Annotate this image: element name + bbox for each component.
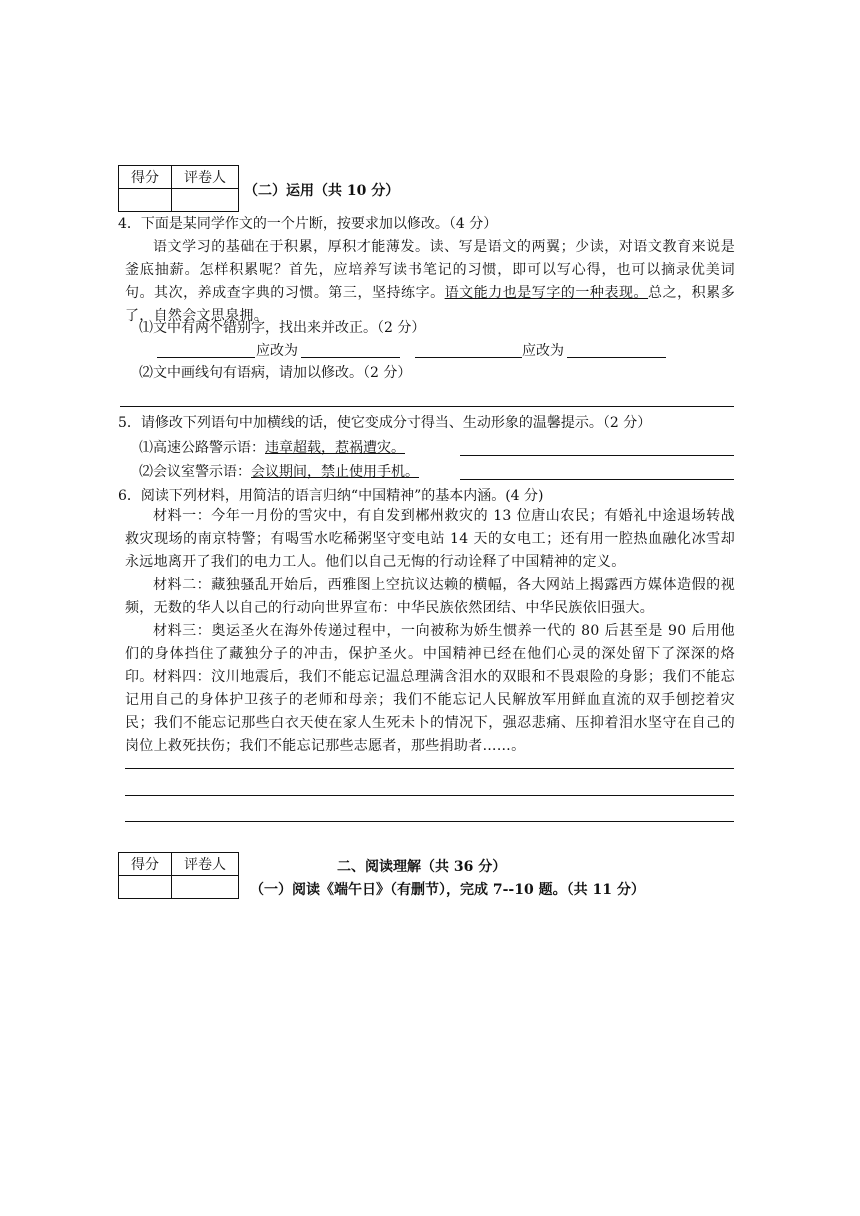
score-box — [118, 165, 239, 212]
answer-blank[interactable] — [157, 357, 255, 358]
score-label: 得分 — [119, 853, 172, 876]
item-prefix: ⑴高速公路警示语： — [139, 440, 265, 456]
grader-cell[interactable] — [172, 876, 239, 899]
question-4-passage — [125, 236, 735, 328]
answer-blank[interactable] — [415, 357, 522, 358]
question-4-sub2: ⑵文中画线句有语病，请加以修改。（2 分） — [139, 365, 412, 381]
answer-line[interactable] — [125, 768, 734, 769]
item-prefix: ⑵会议室警示语： — [139, 464, 251, 480]
material-3: 材料三：奥运圣火在海外传递过程中，一向被称为娇生惯养一代的 80 后甚至是 90 后用他们的身体挡住了藏独分子的冲击，保护圣火。中国精神已经在他们心灵的深处留下了深深的烙印。 — [125, 623, 735, 685]
underlined-phrase: 会议期间，禁止使用手机。 — [251, 464, 419, 480]
score-cell[interactable] — [119, 189, 172, 212]
question-5-item-1 — [139, 440, 405, 456]
question-4-stem: 4．下面是某同学作文的一个片断，按要求加以修改。（4 分） — [118, 216, 498, 232]
answer-line[interactable] — [460, 455, 734, 456]
should-change-label: 应改为 — [522, 343, 564, 359]
score-cell[interactable] — [119, 876, 172, 899]
section-title: （二）运用（共 10 分） — [244, 183, 400, 199]
answer-line[interactable] — [120, 406, 734, 407]
grader-label: 评卷人 — [172, 853, 239, 876]
grader-cell[interactable] — [172, 189, 239, 212]
answer-line[interactable] — [125, 795, 734, 796]
material-2: 材料二：藏独骚乱开始后，西雅图上空抗议达赖的横幅，各大网站上揭露西方媒体造假的视频，无数的华人以自己的行动向世界宣布：中华民族依然团结、中华民族依旧强大。 — [125, 577, 735, 616]
question-4-sub1: ⑴文中有两个错别字，找出来并改正。（2 分） — [139, 320, 426, 336]
material-1: 材料一：今年一月份的雪灾中，有自发到郴州救灾的 13 位唐山农民；有婚礼中途退场转战救灾现场的南京特警；有喝雪水吃稀粥坚守变电站 14 天的女电工；还有用一腔热血融化冰雪却永远地离开了我们的电力工人。他们以自己无悔的行动诠释了中国精神的定义。 — [125, 508, 735, 570]
material-4: 材料四：汶川地震后，我们不能忘记温总理满含泪水的双眼和不畏艰险的身影；我们不能忘记用自己的身体护卫孩子的老师和母亲；我们不能忘记人民解放军用鲜血直流的双手刨挖着灾民；我们不能忘记那些白衣天使在家人生死未卜的情况下，强忍悲痛、压抑着泪水坚守在自己的岗位上救死扶伤；我们不能忘记那些志愿者，那些捐助者……。 — [125, 669, 735, 754]
should-change-label: 应改为 — [256, 343, 298, 359]
part-title: 二、阅读理解（共 36 分） — [337, 859, 507, 875]
passage-text-end: 总之，积累多了，自然会文思泉拥。 — [125, 285, 735, 324]
answer-blank[interactable] — [567, 357, 666, 358]
question-6-stem: 6．阅读下列材料，用简洁的语言归纳“中国精神”的基本内涵。(4 分) — [118, 488, 544, 504]
score-box — [118, 852, 239, 899]
grader-label: 评卷人 — [172, 166, 239, 189]
underlined-sentence: 语文能力也是写字的一种表现。 — [444, 285, 649, 301]
score-label: 得分 — [119, 166, 172, 189]
question-5-item-2 — [139, 464, 419, 480]
underlined-phrase: 违章超载，惹祸遭灾。 — [265, 440, 405, 456]
part-subtitle: （一）阅读《端午日》（有删节），完成 7--10 题。（共 11 分） — [250, 882, 645, 898]
passage-text: 语文学习的基础在于积累，厚积才能薄发。读、写是语文的两翼；少读，对语文教育来说是釜底抽薪。怎样积累呢？首先，应培养写读书笔记的习惯，即可以写心得，也可以摘录优美词句。其次，养成查字典的习惯。第三，坚持练字。 — [125, 239, 735, 301]
question-5-stem: 5．请修改下列语句中加横线的话，使它变成分寸得当、生动形象的温馨提示。（2 分） — [118, 415, 652, 431]
answer-blank[interactable] — [301, 357, 400, 358]
answer-line[interactable] — [125, 821, 734, 822]
answer-line[interactable] — [460, 479, 734, 480]
